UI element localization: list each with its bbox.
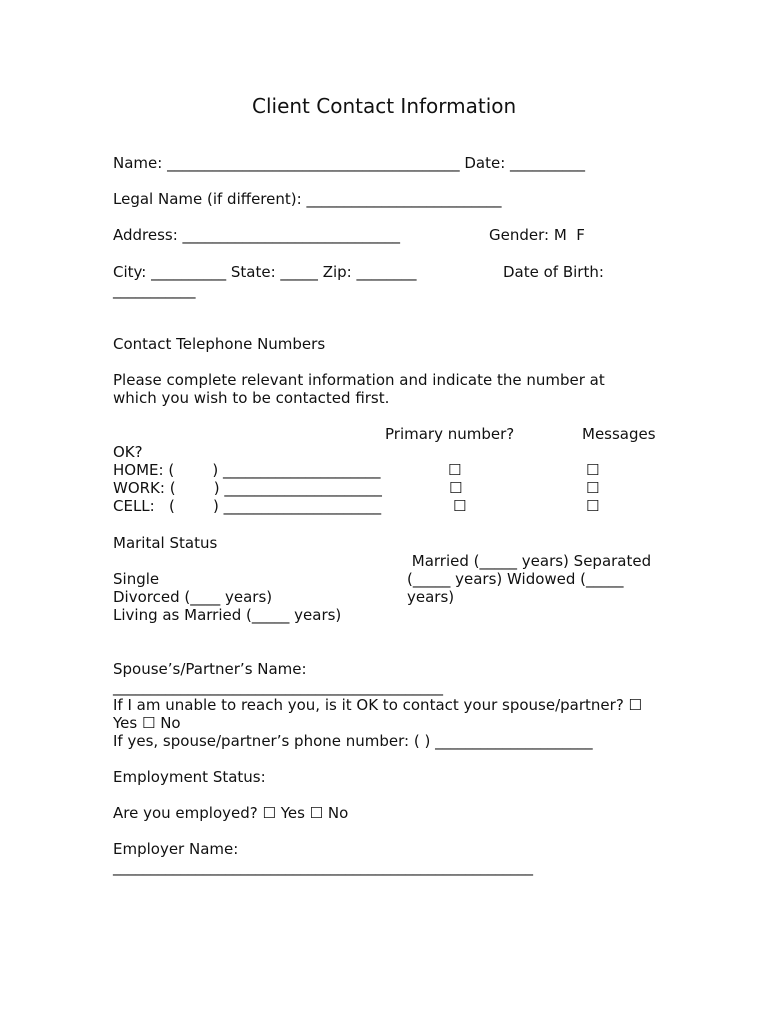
col-messages: Messages	[582, 425, 656, 443]
spouse-contact-question: If I am unable to reach you, is it OK to contact your spouse/partner? ☐	[113, 696, 642, 714]
employed-question: Are you employed? ☐ Yes ☐ No	[113, 804, 349, 822]
marital-married-3: years)	[407, 588, 455, 606]
phones-instructions-2: which you wish to be contacted first.	[113, 389, 390, 407]
col-primary-number: Primary number?	[385, 425, 515, 443]
address-line: Address: _____________________________	[113, 226, 401, 244]
phones-instructions-1: Please complete relevant information and indicate the number at	[113, 371, 605, 389]
marital-married-1: Married (_____ years) Separated	[407, 552, 652, 570]
marital-single: Single	[113, 570, 160, 588]
home-primary-checkbox[interactable]: ☐	[448, 461, 462, 479]
dob-blank: ___________	[113, 281, 196, 299]
cell-messages-checkbox[interactable]: ☐	[586, 497, 600, 515]
dob-label: Date of Birth:	[503, 263, 604, 281]
ok-label: OK?	[113, 443, 143, 461]
marital-divorced: Divorced (____ years)	[113, 588, 273, 606]
spouse-phone-line: If yes, spouse/partner’s phone number: ( ) _____________________	[113, 732, 593, 750]
work-messages-checkbox[interactable]: ☐	[586, 479, 600, 497]
legal-name-line: Legal Name (if different): __________________________	[113, 190, 502, 208]
work-primary-checkbox[interactable]: ☐	[449, 479, 463, 497]
cell-phone-line: CELL: ( ) _____________________	[113, 497, 382, 515]
cell-primary-checkbox[interactable]: ☐	[453, 497, 467, 515]
marital-living: Living as Married (_____ years)	[113, 606, 342, 624]
gender-line: Gender: M F	[489, 226, 585, 244]
employer-blank: ________________________________________________________	[113, 858, 533, 876]
work-phone-line: WORK: ( ) _____________________	[113, 479, 382, 497]
home-phone-line: HOME: ( ) _____________________	[113, 461, 381, 479]
city-state-zip-line: City: __________ State: _____ Zip: ________	[113, 263, 417, 281]
name-date-line: Name: _______________________________________ Date: __________	[113, 154, 586, 172]
marital-married-2: (_____ years) Widowed (_____	[407, 570, 624, 588]
employment-heading: Employment Status:	[113, 768, 266, 786]
page-title: Client Contact Information	[252, 94, 517, 118]
home-messages-checkbox[interactable]: ☐	[586, 461, 600, 479]
spouse-name-label: Spouse’s/Partner’s Name:	[113, 660, 307, 678]
spouse-name-blank: ____________________________________________	[113, 678, 443, 696]
employer-label: Employer Name:	[113, 840, 239, 858]
spouse-contact-options: Yes ☐ No	[113, 714, 181, 732]
phones-heading: Contact Telephone Numbers	[113, 335, 326, 353]
marital-heading: Marital Status	[113, 534, 218, 552]
